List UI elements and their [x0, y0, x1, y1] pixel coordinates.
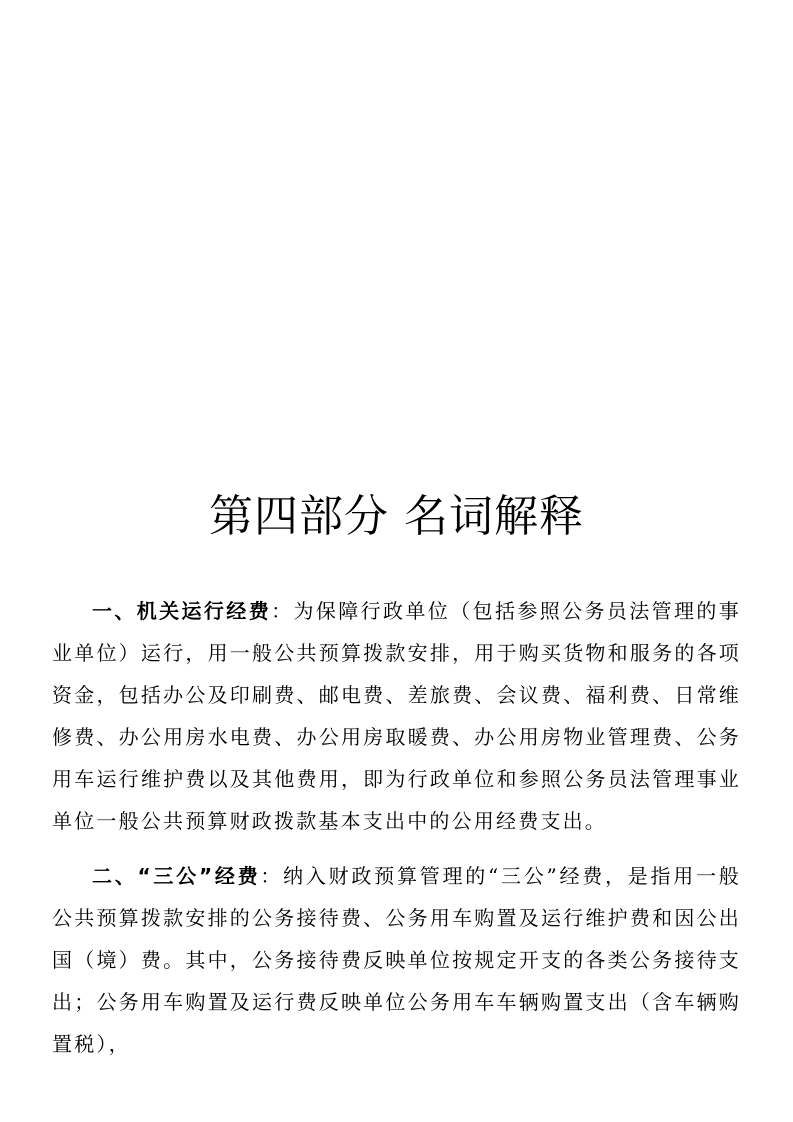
paragraph-three-public-expenses	[52, 855, 741, 1065]
term-heading: 二、“三公”经费	[92, 864, 261, 888]
paragraph-body: 为保障行政单位（包括参照公务员法管理的事业单位）运行，用一般公共预算拨款安排，用于购买货物和服务的各项资金，包括办公及印刷费、邮电费、差旅费、会议费、福利费、日常维修费、办公用房水电费、办公用房取暖费、办公用房物业管理费、公务用车运行维护费以及其他费用，即为行政单位和参照公务员法管理事业单位一般公共预算财政拨款基本支出中的公用经费支出。	[52, 599, 742, 833]
term-separator: ：	[271, 599, 294, 623]
term-heading: 一、机关运行经费	[92, 599, 272, 623]
paragraph-operating-expenses	[52, 590, 741, 842]
paragraph-body: 纳入财政预算管理的“三公”经费，是指用一般公共预算拨款安排的公务接待费、公务用车购置及运行维护费和因公出国（境）费。其中，公务接待费反映单位按规定开支的各类公务接待支出；公务用车购置及运行费反映单位公务用车车辆购置支出（含车辆购置税），	[52, 864, 741, 1056]
page-title: 第四部分 名词解释	[209, 491, 584, 542]
term-separator: ：	[260, 864, 284, 888]
